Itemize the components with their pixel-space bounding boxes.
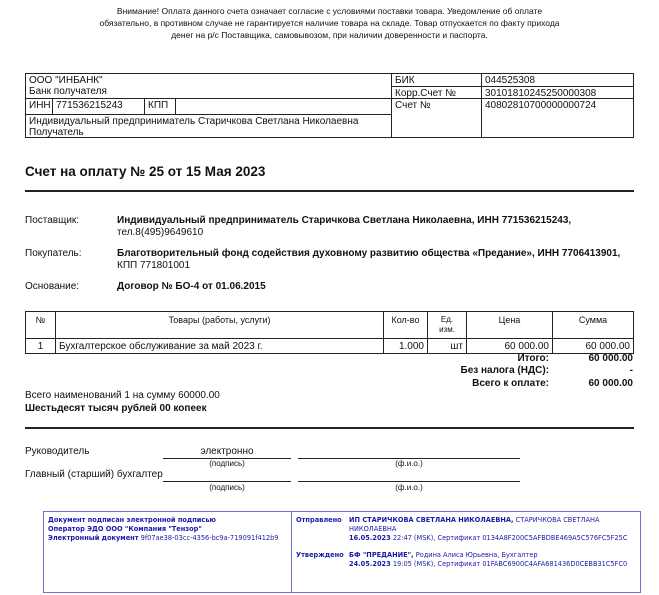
accountant-label: Главный (старший) бухгалтер bbox=[25, 469, 163, 480]
col-header-price: Цена bbox=[466, 311, 553, 339]
warning-line: денег на р/с Поставщика, самовывозом, при наличии доверенности и паспорта. bbox=[171, 30, 488, 40]
edo-signature-stamp bbox=[43, 511, 641, 593]
invoice-title: Счет на оплату № 25 от 15 Мая 2023 bbox=[25, 164, 266, 179]
account-value: 40802810700000000724 bbox=[481, 98, 634, 138]
edo-doc-line bbox=[48, 533, 279, 543]
buyer-line: Благотворительный фонд содействия духовному развитию общества «Предание», ИНН 7706413901, bbox=[117, 248, 621, 259]
divider bbox=[25, 427, 634, 429]
cell-unit: шт bbox=[427, 338, 467, 354]
bik-label: БИК bbox=[391, 73, 482, 87]
korr-label: Корр.Счет № bbox=[391, 86, 482, 99]
pay-value: 60 000.00 bbox=[588, 378, 633, 389]
doc-id: 9f07ae38-03cc-4356-bc9a-719091f412b9 bbox=[140, 534, 279, 542]
sign-caption: (подпись) bbox=[209, 483, 245, 492]
basis-value: Договор № БО-4 от 01.06.2015 bbox=[117, 281, 266, 292]
approved-cert-info: 19:05 (MSK), Сертификат 01FABC6900C4AFA681436D0CEBB31C5FC0 bbox=[392, 560, 628, 568]
edo-signed-line: Документ подписан электронной подписью bbox=[48, 516, 216, 524]
approved-person: Родина Алиса Юрьевна, Бухгалтер bbox=[415, 551, 538, 559]
korr-value: 30101810245250000308 bbox=[481, 86, 634, 99]
recipient-label: Получатель bbox=[29, 127, 84, 138]
recipient-cell bbox=[25, 114, 392, 138]
col-header-qty: Кол-во bbox=[383, 311, 428, 339]
sent-date: 16.05.2023 bbox=[349, 534, 391, 542]
sent-org: ИП СТАРИЧКОВА СВЕТЛАНА НИКОЛАЕВНА, bbox=[349, 516, 514, 524]
sent-label: Отправлено bbox=[296, 516, 342, 524]
vat-label: Без налога (НДС): bbox=[460, 365, 549, 376]
amount-in-words: Шестьдесят тысяч рублей 00 копеек bbox=[25, 403, 207, 414]
cell-qty: 1.000 bbox=[383, 338, 428, 354]
name-caption: (ф.и.о.) bbox=[395, 483, 423, 492]
bank-name-label: Банк получателя bbox=[29, 86, 107, 97]
supplier-label: Поставщик: bbox=[25, 215, 80, 226]
head-signature: электронно bbox=[200, 446, 254, 457]
account-label: Счет № bbox=[391, 98, 482, 138]
col-header-sum: Сумма bbox=[552, 311, 634, 339]
sent-person: СТАРИЧКОВА СВЕТЛАНА bbox=[515, 516, 600, 524]
pay-label: Всего к оплате: bbox=[472, 378, 549, 389]
cell-number: 1 bbox=[25, 338, 56, 354]
buyer-label: Покупатель: bbox=[25, 248, 82, 259]
basis-label: Основание: bbox=[25, 281, 80, 292]
divider bbox=[291, 512, 292, 592]
bik-value: 044525308 bbox=[481, 73, 634, 87]
buyer-kpp: КПП 771801001 bbox=[117, 260, 191, 271]
warning-notice bbox=[0, 5, 659, 41]
buyer-value bbox=[117, 248, 620, 272]
kpp-value bbox=[175, 98, 392, 115]
inn-value: 771536215243 bbox=[52, 98, 145, 115]
doc-label: Электронный документ bbox=[48, 534, 139, 542]
sign-caption: (подпись) bbox=[209, 459, 245, 468]
inn-label: ИНН bbox=[25, 98, 53, 115]
head-label: Руководитель bbox=[25, 446, 90, 457]
col-header-unit: Ед. изм. bbox=[427, 311, 467, 339]
warning-line: обязательно, в противном случае не гарантируется наличие товара на складе. Товар отпускается по факту прихода bbox=[99, 18, 560, 28]
cell-price: 60 000.00 bbox=[466, 338, 553, 354]
name-line bbox=[298, 481, 520, 482]
edo-operator-line: Оператор ЭДО ООО "Компания "Тензор" bbox=[48, 525, 202, 533]
total-value: 60 000.00 bbox=[588, 353, 633, 364]
divider bbox=[25, 190, 634, 192]
recipient-name: Индивидуальный предприниматель Старичкова Светлана Николаевна bbox=[29, 116, 359, 127]
approved-label: Утверждено bbox=[296, 551, 344, 559]
approved-cert bbox=[349, 559, 627, 569]
kpp-label: КПП bbox=[144, 98, 176, 115]
items-count-line: Всего наименований 1 на сумму 60000.00 bbox=[25, 390, 220, 401]
approved-date: 24.05.2023 bbox=[349, 560, 391, 568]
warning-line: Внимание! Оплата данного счета означает согласие с условиями поставки товара. Уведомление об оплате bbox=[116, 6, 543, 16]
sent-person-cont: НИКОЛАЕВНА bbox=[349, 525, 397, 533]
col-header-goods: Товары (работы, услуги) bbox=[55, 311, 384, 339]
sent-cert-info: 22:47 (MSK), Сертификат 0134A8F200C5AFBDBE469A5C576FC5F25C bbox=[392, 534, 628, 542]
vat-value: - bbox=[629, 365, 633, 376]
bank-name-cell bbox=[25, 73, 392, 99]
bank-name: ООО "ИНБАНК" bbox=[29, 75, 103, 86]
signature-line bbox=[163, 481, 291, 482]
sent-cert bbox=[349, 533, 627, 543]
supplier-line: Индивидуальный предприниматель Старичкова Светлана Николаевна, ИНН 771536215243, bbox=[117, 215, 572, 226]
col-header-number: № bbox=[25, 311, 56, 339]
supplier-value bbox=[117, 215, 571, 239]
supplier-phone: тел.8(495)9649610 bbox=[117, 227, 204, 238]
total-label: Итого: bbox=[517, 353, 549, 364]
approved-org: БФ "ПРЕДАНИЕ", bbox=[349, 551, 414, 559]
name-caption: (ф.и.о.) bbox=[395, 459, 423, 468]
cell-sum: 60 000.00 bbox=[552, 338, 634, 354]
cell-goods: Бухгалтерское обслуживание за май 2023 г. bbox=[55, 338, 384, 354]
